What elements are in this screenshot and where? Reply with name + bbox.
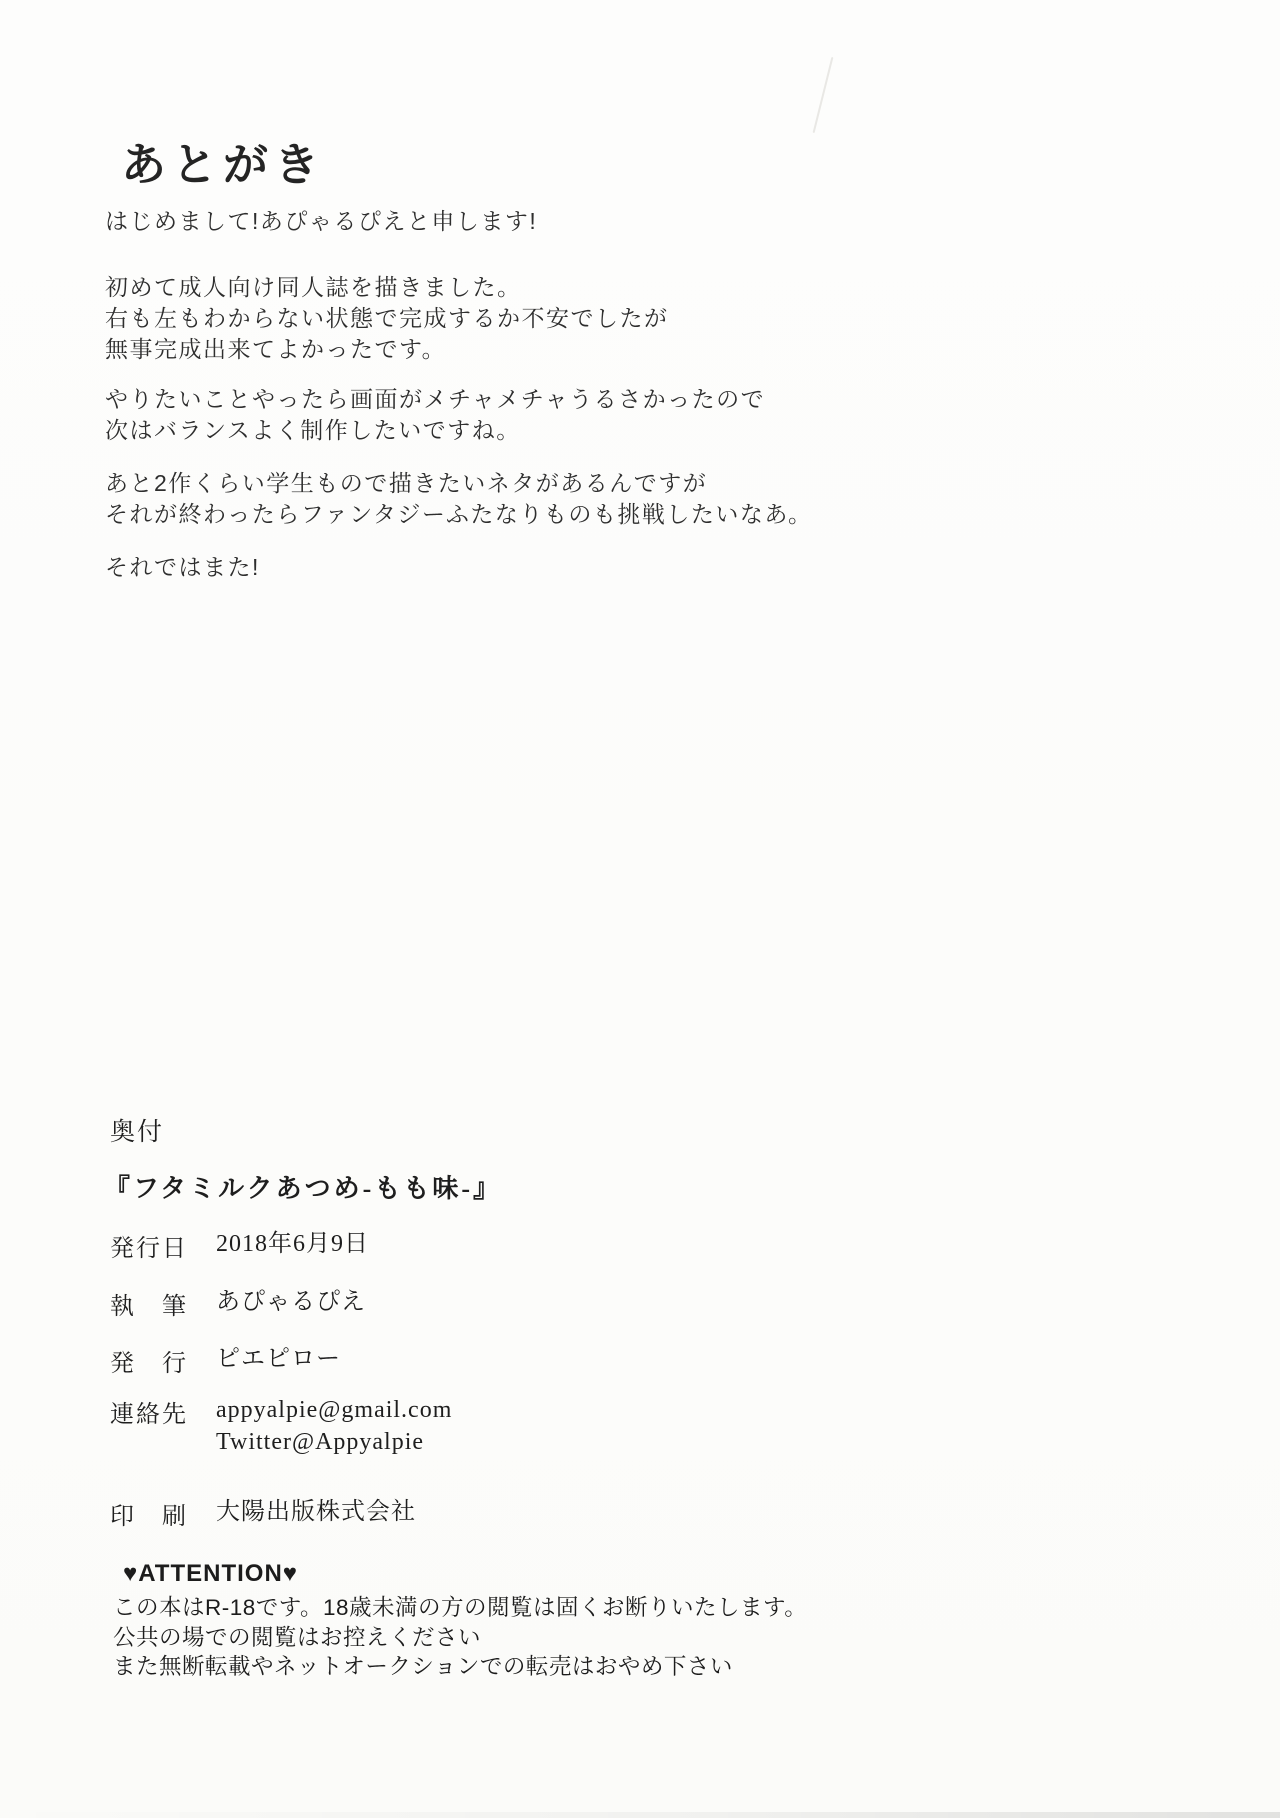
attention-line: 公共の場での閲覧はお控えください [113, 1624, 482, 1650]
colophon-row [110, 1343, 1010, 1378]
colophon-row [110, 1496, 1010, 1531]
book-title: 『フタミルクあつめ-もも味-』 [104, 1174, 502, 1203]
attention-block [113, 1560, 807, 1682]
afterword-line: 右も左もわからない状態で完成するか不安でしたが [105, 305, 669, 331]
afterword-title: あとがき [121, 139, 326, 190]
attention-heading: ♥ATTENTION♥ [123, 1560, 299, 1587]
colophon-value: 2018年6月9日 [216, 1231, 369, 1257]
colophon-contact-values [216, 1394, 452, 1458]
colophon-row [110, 1394, 1010, 1458]
colophon-label: 発 行 [110, 1351, 188, 1377]
colophon-label: 連絡先 [110, 1402, 188, 1428]
scan-edge-shadow [0, 1812, 1280, 1818]
scan-artifact-line [813, 57, 834, 133]
colophon-label: 執 筆 [110, 1294, 188, 1320]
afterword-paragraph [105, 468, 813, 530]
contact-twitter: Twitter@Appyalpie [216, 1429, 425, 1455]
colophon-row [110, 1228, 1010, 1263]
afterword-line: やりたいことやったら画面がメチャメチャうるさかったので [105, 386, 766, 412]
afterword-paragraph [105, 552, 260, 583]
colophon-value: ピエピロー [216, 1346, 341, 1372]
afterword-paragraph [105, 206, 537, 237]
afterword-line: 次はバランスよく制作したいですね。 [105, 417, 521, 443]
colophon-value: 大陽出版株式会社 [216, 1499, 416, 1525]
afterword-line: あと2作くらい学生もので描きたいネタがあるんですが [105, 470, 708, 496]
afterword-line: はじめまして!あぴゃるぴえと申します! [105, 208, 538, 234]
afterword-line: 無事完成出来てよかったです。 [105, 336, 447, 362]
colophon-value: あぴゃるぴえ [216, 1289, 366, 1315]
afterword-paragraph [105, 384, 765, 446]
colophon-row [110, 1286, 1010, 1321]
afterword-paragraph [105, 272, 669, 365]
afterword-line: それが終わったらファンタジーふたなりものも挑戦したいなあ。 [105, 501, 813, 527]
afterword-line: それではまた! [105, 554, 260, 580]
colophon-heading: 奥付 [110, 1119, 165, 1146]
attention-line: この本はR-18です。18歳未満の方の閲覧は固くお断りいたします。 [113, 1595, 808, 1620]
colophon-label: 印 刷 [110, 1504, 188, 1530]
contact-email: appyalpie@gmail.com [216, 1397, 453, 1423]
afterword-line: 初めて成人向け同人誌を描きました。 [105, 274, 522, 300]
colophon-label: 発行日 [110, 1236, 188, 1262]
attention-line: また無断転載やネットオークションでの転売はおやめ下さい [113, 1654, 733, 1679]
